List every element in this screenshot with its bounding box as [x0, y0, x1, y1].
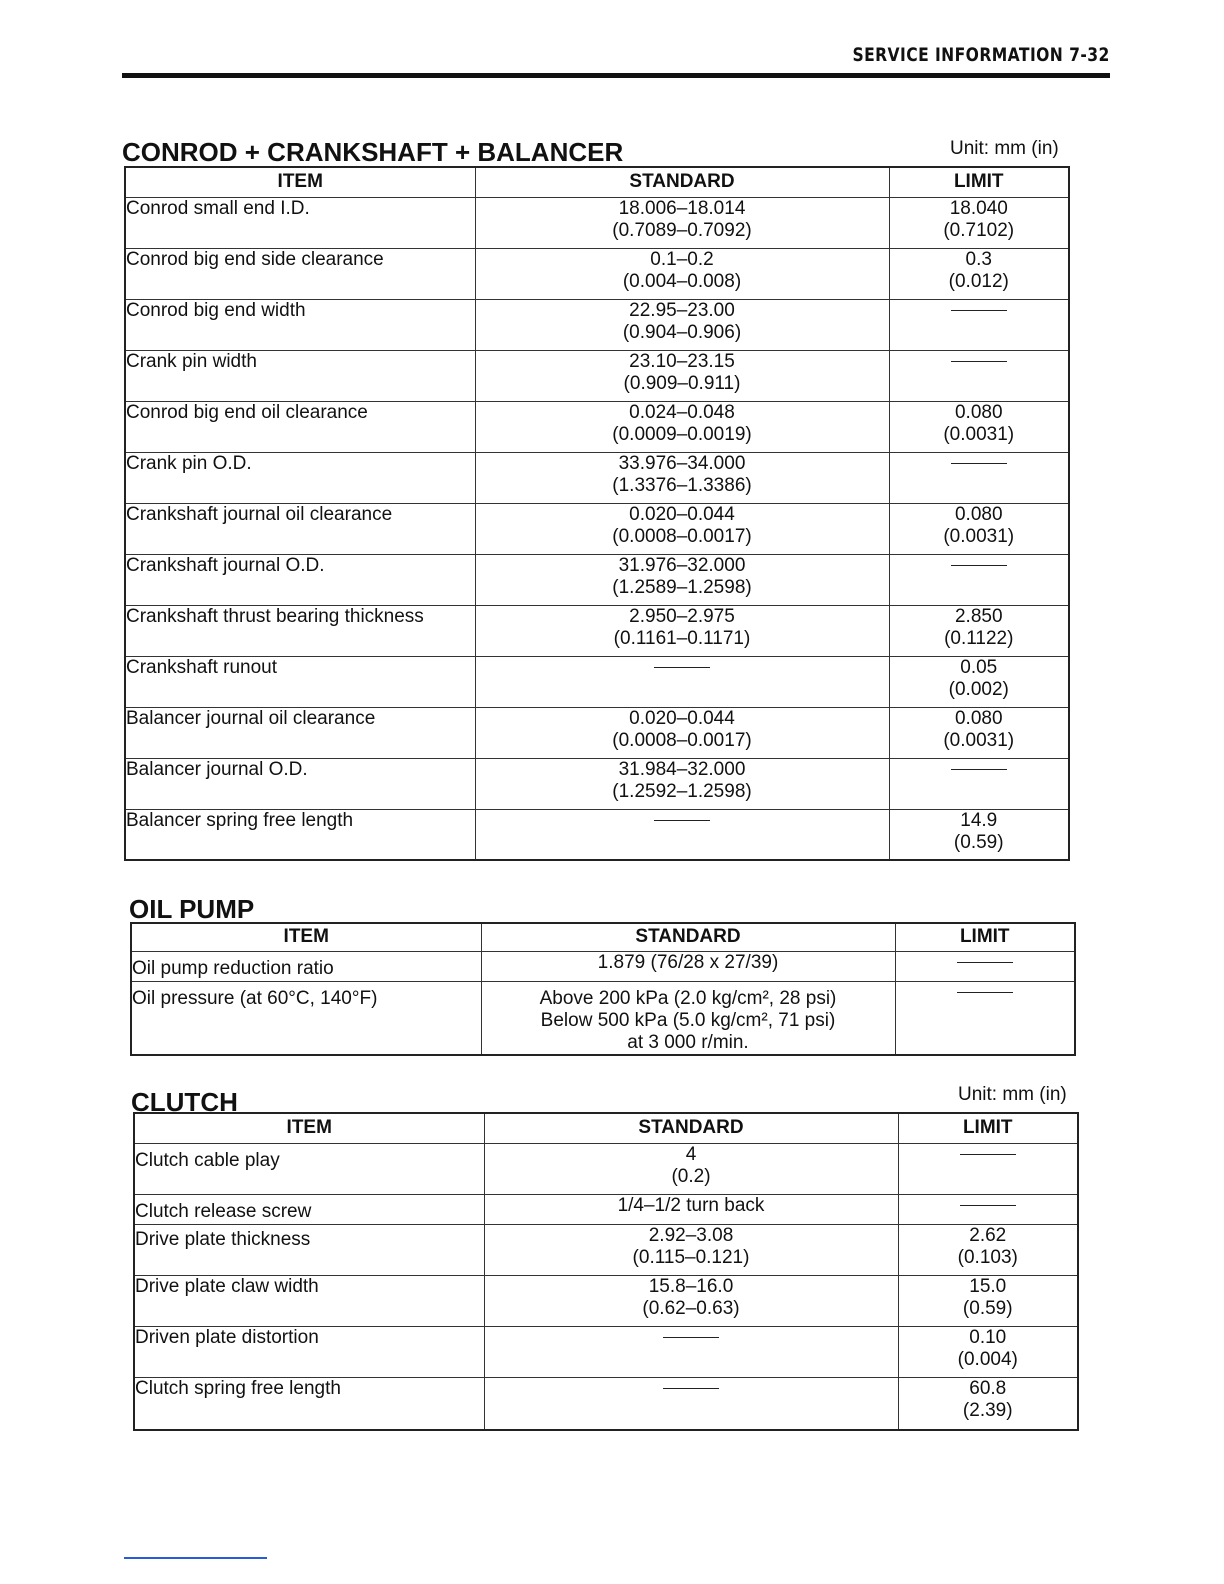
table-row — [134, 1377, 1078, 1430]
limit-cell-empty — [898, 1143, 1078, 1194]
col-header-item: ITEM — [134, 1113, 484, 1143]
item-cell: Crankshaft runout — [125, 656, 475, 707]
item-cell: Balancer spring free length — [125, 809, 475, 860]
dash-mark — [951, 361, 1007, 363]
table-row — [125, 707, 1069, 758]
col-header-standard: STANDARD — [475, 167, 889, 197]
limit-cell-empty — [889, 452, 1069, 503]
limit-cell-empty — [898, 1194, 1078, 1224]
clutch-section-title: CLUTCH — [131, 1087, 238, 1117]
limit-cell: 0.3 (0.012) — [889, 248, 1069, 299]
oil-pump-section-title: OIL PUMP — [129, 894, 255, 924]
table-row — [125, 503, 1069, 554]
standard-cell: 0.024–0.048 (0.0009–0.0019) — [475, 401, 889, 452]
dash-mark — [957, 962, 1013, 964]
item-cell: Conrod small end I.D. — [125, 197, 475, 248]
standard-cell: 0.020–0.044 (0.0008–0.0017) — [475, 503, 889, 554]
dash-mark — [951, 769, 1007, 771]
limit-cell: 0.080 (0.0031) — [889, 503, 1069, 554]
clutch-spec-table — [133, 1112, 1079, 1431]
table-row — [131, 981, 1075, 1055]
standard-cell: Above 200 kPa (2.0 kg/cm², 28 psi) Below 500 kPa (5.0 kg/cm², 71 psi) at 3 000 r/min. — [481, 981, 895, 1055]
limit-cell: 60.8 (2.39) — [898, 1377, 1078, 1430]
oil-pump-spec-table — [130, 922, 1076, 1056]
item-cell: Conrod big end side clearance — [125, 248, 475, 299]
dash-mark — [960, 1205, 1016, 1207]
table-row — [125, 248, 1069, 299]
limit-cell-empty — [895, 951, 1075, 981]
limit-cell-empty — [889, 299, 1069, 350]
item-cell: Crank pin O.D. — [125, 452, 475, 503]
footer-link-line — [124, 1557, 267, 1559]
limit-cell: 0.10 (0.004) — [898, 1326, 1078, 1377]
dash-mark — [654, 820, 710, 822]
item-cell: Crank pin width — [125, 350, 475, 401]
item-cell: Clutch cable play — [134, 1143, 484, 1194]
standard-cell: 0.020–0.044 (0.0008–0.0017) — [475, 707, 889, 758]
clutch-unit-label: Unit: mm (in) — [958, 1084, 1067, 1105]
col-header-limit: LIMIT — [889, 167, 1069, 197]
table-row — [134, 1194, 1078, 1224]
standard-cell: 4 (0.2) — [484, 1143, 898, 1194]
table-row — [125, 197, 1069, 248]
table-row — [125, 401, 1069, 452]
table-row — [125, 656, 1069, 707]
standard-cell-empty — [475, 809, 889, 860]
standard-cell: 31.976–32.000 (1.2589–1.2598) — [475, 554, 889, 605]
limit-cell: 18.040 (0.7102) — [889, 197, 1069, 248]
dash-mark — [654, 667, 710, 669]
table-row — [125, 605, 1069, 656]
col-header-limit: LIMIT — [898, 1113, 1078, 1143]
dash-mark — [951, 310, 1007, 312]
item-cell: Balancer journal oil clearance — [125, 707, 475, 758]
standard-cell-empty — [484, 1377, 898, 1430]
header-rule — [122, 73, 1110, 78]
item-cell: Crankshaft journal O.D. — [125, 554, 475, 605]
table-row — [134, 1326, 1078, 1377]
limit-cell: 14.9 (0.59) — [889, 809, 1069, 860]
limit-cell-empty — [895, 981, 1075, 1055]
item-cell: Drive plate thickness — [134, 1224, 484, 1275]
standard-cell: 23.10–23.15 (0.909–0.911) — [475, 350, 889, 401]
standard-cell: 15.8–16.0 (0.62–0.63) — [484, 1275, 898, 1326]
limit-cell-empty — [889, 350, 1069, 401]
standard-cell: 0.1–0.2 (0.004–0.008) — [475, 248, 889, 299]
item-cell: Driven plate distortion — [134, 1326, 484, 1377]
item-cell: Clutch spring free length — [134, 1377, 484, 1430]
dash-mark — [951, 565, 1007, 567]
standard-cell: 2.92–3.08 (0.115–0.121) — [484, 1224, 898, 1275]
limit-cell: 0.080 (0.0031) — [889, 707, 1069, 758]
table-row — [125, 809, 1069, 860]
table-row — [134, 1143, 1078, 1194]
col-header-standard: STANDARD — [481, 923, 895, 951]
col-header-item: ITEM — [125, 167, 475, 197]
dash-mark — [663, 1388, 719, 1390]
table-row — [125, 554, 1069, 605]
dash-mark — [957, 992, 1013, 994]
item-cell: Balancer journal O.D. — [125, 758, 475, 809]
item-cell: Clutch release screw — [134, 1194, 484, 1224]
limit-cell: 2.62 (0.103) — [898, 1224, 1078, 1275]
conrod-spec-table — [124, 166, 1070, 861]
table-row — [125, 350, 1069, 401]
dash-mark — [663, 1337, 719, 1339]
table-row — [134, 1275, 1078, 1326]
item-cell: Oil pressure (at 60°C, 140°F) — [131, 981, 481, 1055]
table-row — [125, 299, 1069, 350]
col-header-limit: LIMIT — [895, 923, 1075, 951]
standard-cell-empty — [475, 656, 889, 707]
standard-cell: 33.976–34.000 (1.3376–1.3386) — [475, 452, 889, 503]
standard-cell: 22.95–23.00 (0.904–0.906) — [475, 299, 889, 350]
table-row — [134, 1224, 1078, 1275]
standard-cell: 31.984–32.000 (1.2592–1.2598) — [475, 758, 889, 809]
item-cell: Crankshaft journal oil clearance — [125, 503, 475, 554]
standard-cell-empty — [484, 1326, 898, 1377]
page-header: SERVICE INFORMATION 7-32 — [852, 44, 1110, 66]
conrod-section-title: CONROD + CRANKSHAFT + BALANCER — [122, 137, 624, 167]
item-cell: Oil pump reduction ratio — [131, 951, 481, 981]
item-cell: Drive plate claw width — [134, 1275, 484, 1326]
table-row — [131, 951, 1075, 981]
standard-cell: 18.006–18.014 (0.7089–0.7092) — [475, 197, 889, 248]
standard-cell: 1/4–1/2 turn back — [484, 1194, 898, 1224]
item-cell: Crankshaft thrust bearing thickness — [125, 605, 475, 656]
limit-cell: 0.05 (0.002) — [889, 656, 1069, 707]
table-row — [125, 758, 1069, 809]
col-header-standard: STANDARD — [484, 1113, 898, 1143]
limit-cell-empty — [889, 758, 1069, 809]
dash-mark — [951, 463, 1007, 465]
table-row — [125, 452, 1069, 503]
standard-cell: 2.950–2.975 (0.1161–0.1171) — [475, 605, 889, 656]
limit-cell: 0.080 (0.0031) — [889, 401, 1069, 452]
item-cell: Conrod big end width — [125, 299, 475, 350]
standard-cell: 1.879 (76/28 x 27/39) — [481, 951, 895, 981]
col-header-item: ITEM — [131, 923, 481, 951]
item-cell: Conrod big end oil clearance — [125, 401, 475, 452]
limit-cell-empty — [889, 554, 1069, 605]
limit-cell: 15.0 (0.59) — [898, 1275, 1078, 1326]
limit-cell: 2.850 (0.1122) — [889, 605, 1069, 656]
dash-mark — [960, 1154, 1016, 1156]
conrod-unit-label: Unit: mm (in) — [950, 138, 1059, 159]
